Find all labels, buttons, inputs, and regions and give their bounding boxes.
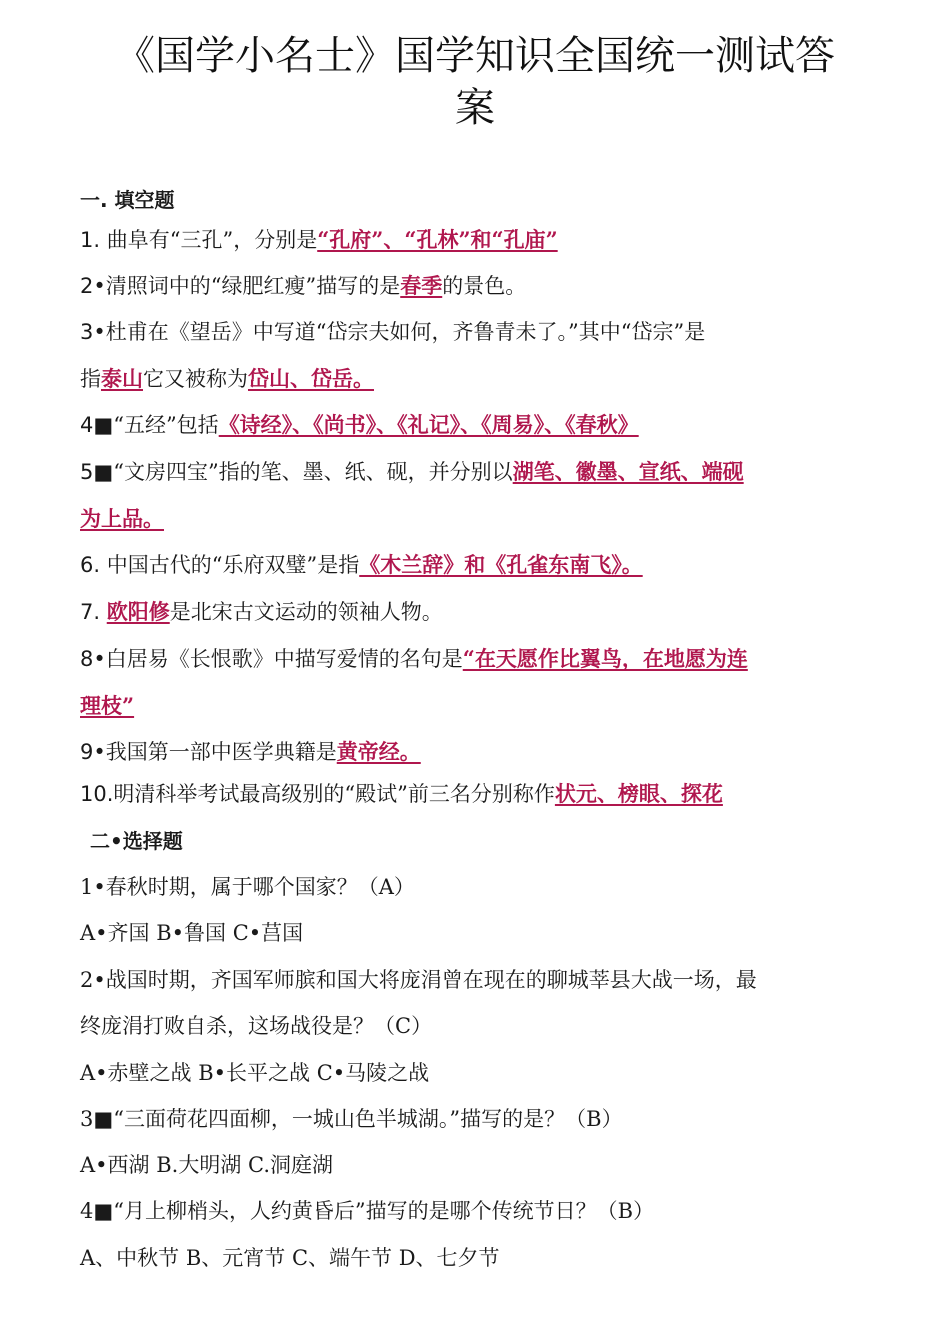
answer-text: “在天愿作比翼鸟，在地愿为连	[462, 646, 748, 671]
choice-options-3: A•西湖 B.大明湖 C.洞庭湖	[80, 1153, 334, 1177]
fill-question-3	[80, 318, 880, 346]
fill-question-6	[80, 551, 880, 579]
question-text: 中国古代的“乐府双璧”是指	[100, 553, 360, 577]
question-text-after: 是北宋古文运动的领袖人物。	[169, 600, 443, 624]
fill-question-4	[80, 411, 880, 439]
title-line-1: 《国学小名士》国学知识全国统一测试答	[115, 33, 835, 79]
answer-text: 《木兰辞》和《孔雀东南飞》。	[359, 552, 643, 577]
question-text-mid: 它又被称为	[143, 367, 248, 391]
question-number: 8•	[80, 647, 106, 671]
answer-text: 岱山、岱岳。	[248, 366, 374, 391]
answer-text: 泰山	[101, 366, 143, 391]
choice-options-2: A•赤壁之战 B•长平之战 C•马陵之战	[80, 1061, 430, 1085]
question-number: 9•	[80, 740, 106, 764]
answer-text: 《诗经》、《尚书》、《礼记》、《周易》、《春秋》	[218, 412, 639, 437]
fill-question-8-cont	[80, 692, 880, 720]
question-text: “五经”包括	[113, 413, 219, 437]
section-heading-choice: 二•选择题	[90, 829, 183, 853]
question-number: 3•	[80, 320, 106, 344]
choice-question-2-cont: 终庞涓打败自杀，这场战役是？（C）	[80, 1014, 433, 1038]
question-number: 5■	[80, 460, 114, 484]
choice-question-3: 3■“三面荷花四面柳，一城山色半城湖。”描写的是？（B）	[80, 1107, 623, 1131]
fill-question-9	[80, 738, 880, 766]
question-text: 曲阜有“三孔”，分别是	[100, 228, 318, 252]
document-title	[60, 30, 890, 134]
choice-question-2: 2•战国时期，齐国军师膑和国大将庞涓曾在现在的聊城莘县大战一场，最	[80, 968, 757, 992]
question-text: 清照词中的“绿肥红瘦”描写的是	[105, 274, 401, 298]
question-text-after: 的景色。	[442, 274, 527, 298]
question-text: 我国第一部中医学典籍是	[105, 740, 337, 764]
answer-text: 欧阳修	[106, 599, 170, 624]
fill-question-5	[80, 458, 880, 486]
fill-question-2	[80, 272, 880, 300]
answer-text: “孔府”、“孔林”和“孔庙”	[317, 227, 558, 252]
question-text: 白居易《长恨歌》中描写爱情的名句是	[105, 647, 463, 671]
question-number: 6.	[80, 553, 101, 577]
fill-question-5-cont	[80, 505, 880, 533]
question-number: 4■	[80, 413, 114, 437]
question-number: 1.	[80, 228, 101, 252]
answer-text: 理枝”	[80, 693, 135, 718]
fill-question-3-cont	[80, 365, 880, 393]
question-text: “文房四宝”指的笔、墨、纸、砚，并分别以	[113, 460, 513, 484]
answer-text: 春季	[400, 273, 443, 298]
fill-question-1	[80, 226, 880, 254]
fill-question-10	[80, 780, 880, 808]
question-number: 2•	[80, 274, 106, 298]
answer-text: 湖笔、徽墨、宣纸、端砚	[512, 459, 744, 484]
answer-text: 为上品。	[80, 506, 164, 531]
answer-text: 黄帝经。	[336, 739, 421, 764]
choice-options-1: A•齐国 B•鲁国 C•莒国	[80, 921, 304, 945]
section-heading-fill: 一. 填空题	[80, 188, 175, 212]
question-text: 指	[80, 367, 101, 391]
title-line-2: 案	[455, 85, 495, 131]
choice-question-1: 1•春秋时期，属于哪个国家？（A）	[80, 875, 415, 899]
question-text: 明清科举考试最高级别的“殿试”前三名分别称作	[113, 782, 555, 806]
answer-text: 状元、榜眼、探花	[554, 781, 723, 806]
fill-question-8	[80, 645, 880, 673]
fill-question-7	[80, 598, 880, 626]
choice-question-4: 4■“月上柳梢头，人约黄昏后”描写的是哪个传统节日？（B）	[80, 1199, 655, 1223]
question-text: 杜甫在《望岳》中写道“岱宗夫如何，齐鲁青未了。”其中“岱宗”是	[105, 320, 706, 344]
choice-options-4: A、中秋节 B、元宵节 C、端午节 D、七夕节	[80, 1246, 500, 1270]
question-number: 7.	[80, 600, 101, 624]
question-number: 10.	[80, 782, 114, 806]
